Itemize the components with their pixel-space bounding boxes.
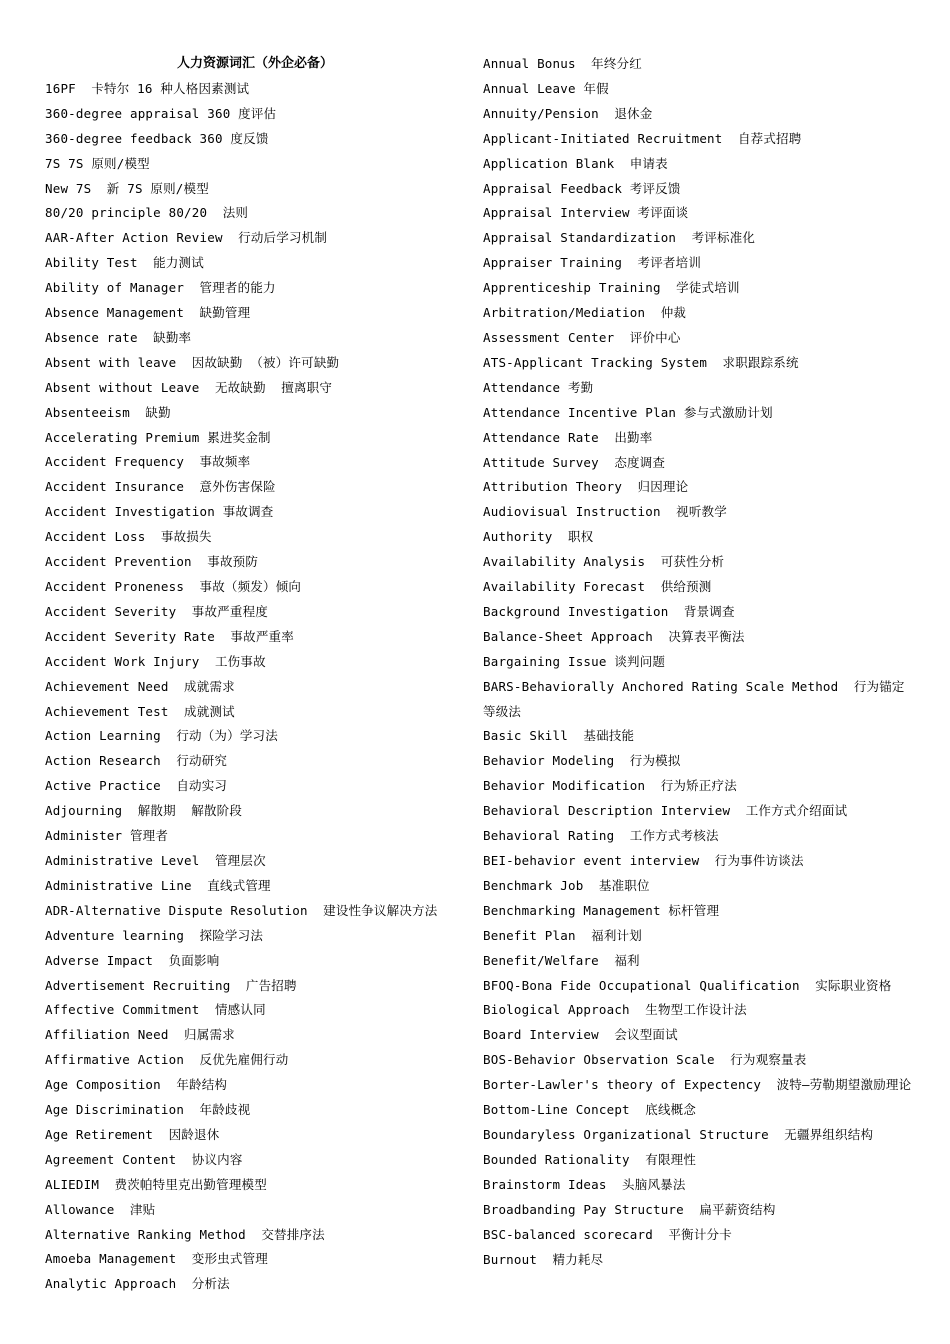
glossary-entry: Biological Approach 生物型工作设计法 <box>483 1002 747 1018</box>
glossary-entry: Alternative Ranking Method 交替排序法 <box>45 1226 325 1242</box>
glossary-entry: Accident Insurance 意外伤害保险 <box>45 479 276 495</box>
glossary-entry: Broadbanding Pay Structure 扁平薪资结构 <box>483 1201 776 1217</box>
glossary-entry: Arbitration/Mediation 仲裁 <box>483 305 687 321</box>
glossary-entry: BSC-balanced scorecard 平衡计分卡 <box>483 1226 732 1242</box>
glossary-entry: Accident Frequency 事故频率 <box>45 454 251 470</box>
glossary-entry: Audiovisual Instruction 视听教学 <box>483 504 727 520</box>
glossary-entry: Ability Test 能力测试 <box>45 255 204 271</box>
glossary-entry: Behavioral Description Interview 工作方式介绍面试 <box>483 803 848 819</box>
glossary-entry: Appraisal Standardization 考评标准化 <box>483 230 756 246</box>
glossary-entry: Action Learning 行动（为）学习法 <box>45 728 278 744</box>
glossary-entry: Behavior Modeling 行为模拟 <box>483 753 681 769</box>
glossary-entry: Administer 管理者 <box>45 828 169 844</box>
glossary-entry: Agreement Content 协议内容 <box>45 1151 243 1167</box>
glossary-entry: Adventure learning 探险学习法 <box>45 927 264 943</box>
glossary-entry: Absence Management 缺勤管理 <box>45 305 251 321</box>
glossary-entry: Board Interview 会议型面试 <box>483 1027 678 1043</box>
glossary-entry: Accident Prevention 事故预防 <box>45 554 259 570</box>
glossary-entry: Behavior Modification 行为矫正疗法 <box>483 778 737 794</box>
glossary-entry: Annual Bonus 年终分红 <box>483 56 642 71</box>
glossary-entry: Bottom-Line Concept 底线概念 <box>483 1102 697 1118</box>
glossary-entry: 360-degree feedback 360 度反馈 <box>45 130 269 146</box>
glossary-entry: Burnout 精力耗尽 <box>483 1251 604 1267</box>
glossary-entry: Accident Proneness 事故（频发）倾向 <box>45 579 302 595</box>
glossary-entry: 360-degree appraisal 360 度评估 <box>45 105 277 121</box>
glossary-entry: Achievement Test 成就测试 <box>45 703 235 719</box>
glossary-entry: Absent without Leave 无故缺勤 擅离职守 <box>45 379 333 395</box>
glossary-entry: Accident Severity 事故严重程度 <box>45 603 268 619</box>
glossary-entry: ATS-Applicant Tracking System 求职跟踪系统 <box>483 354 799 370</box>
glossary-entry: Background Investigation 背景调查 <box>483 603 735 619</box>
glossary-entry: Benefit Plan 福利计划 <box>483 927 642 943</box>
glossary-entry: Advertisement Recruiting 广告招聘 <box>45 977 297 993</box>
glossary-entry: Allowance 津贴 <box>45 1201 156 1217</box>
glossary-entry: BARS-Behaviorally Anchored Rating Scale Method 行为锚定等级法 <box>483 678 905 719</box>
glossary-entry: Accident Investigation 事故调查 <box>45 504 274 520</box>
glossary-entry: 16PF 卡特尔 16 种人格因素测试 <box>45 80 250 96</box>
glossary-entry: Age Retirement 因龄退休 <box>45 1126 220 1142</box>
glossary-entry: Adjourning 解散期 解散阶段 <box>45 803 243 819</box>
glossary-entry: ADR-Alternative Dispute Resolution 建设性争议解决方法 <box>45 902 438 918</box>
glossary-entry: Availability Forecast 供给预测 <box>483 579 712 595</box>
glossary-entry: Authority 职权 <box>483 529 594 545</box>
glossary-entry: Annual Leave 年假 <box>483 80 609 96</box>
glossary-entry: Achievement Need 成就需求 <box>45 678 235 694</box>
glossary-entry: New 7S 新 7S 原则/模型 <box>45 180 209 196</box>
glossary-entry: Attribution Theory 归因理论 <box>483 479 689 495</box>
glossary-entry: Administrative Level 管理层次 <box>45 852 266 868</box>
glossary-entry: Basic Skill 基础技能 <box>483 728 635 744</box>
glossary-entry: Age Discrimination 年龄歧视 <box>45 1102 251 1118</box>
glossary-entry: BEI-behavior event interview 行为事件访谈法 <box>483 853 804 868</box>
glossary-entry: Applicant-Initiated Recruitment 自荐式招聘 <box>483 130 802 146</box>
glossary-entry: Analytic Approach 分析法 <box>45 1276 230 1292</box>
glossary-entry: Accident Loss 事故损失 <box>45 529 212 545</box>
glossary-entry: Accelerating Premium 累进奖金制 <box>45 429 271 445</box>
glossary-entry: Attitude Survey 态度调查 <box>483 454 666 470</box>
glossary-entry: 80/20 principle 80/20 法则 <box>45 205 249 221</box>
glossary-entry: Administrative Line 直线式管理 <box>45 877 271 893</box>
glossary-entry: Active Practice 自动实习 <box>45 778 228 794</box>
glossary-entry: Apprenticeship Training 学徒式培训 <box>483 280 740 296</box>
right-entry-list <box>483 52 913 1272</box>
glossary-entry: Appraiser Training 考评者培训 <box>483 255 702 271</box>
glossary-entry: ALIEDIM 费茨帕特里克出勤管理模型 <box>45 1176 267 1192</box>
glossary-entry: Attendance Incentive Plan 参与式激励计划 <box>483 404 773 420</box>
glossary-entry: AAR-After Action Review 行动后学习机制 <box>45 230 328 246</box>
left-entry-list <box>45 77 465 1297</box>
glossary-entry: 7S 7S 原则/模型 <box>45 155 150 171</box>
glossary-entry: Attendance 考勤 <box>483 379 594 395</box>
glossary-entry: Action Research 行动研究 <box>45 753 228 769</box>
glossary-entry: Affirmative Action 反优先雇佣行动 <box>45 1052 289 1068</box>
glossary-entry: Adverse Impact 负面影响 <box>45 952 220 968</box>
glossary-entry: Balance-Sheet Approach 决算表平衡法 <box>483 628 745 644</box>
glossary-entry: Borter-Lawler's theory of Expectency 波特—劳勒期望激励理论 <box>483 1077 912 1093</box>
glossary-entry: Appraisal Feedback 考评反馈 <box>483 180 681 196</box>
glossary-entry: Accident Severity Rate 事故严重率 <box>45 628 294 644</box>
glossary-entry: Appraisal Interview 考评面谈 <box>483 205 689 221</box>
glossary-entry: Absent with leave 因故缺勤 （被）许可缺勤 <box>45 354 340 370</box>
glossary-entry: Boundaryless Organizational Structure 无疆界组织结构 <box>483 1126 874 1142</box>
glossary-entry: Availability Analysis 可获性分析 <box>483 554 725 570</box>
glossary-entry: Age Composition 年龄结构 <box>45 1077 228 1093</box>
glossary-entry: Bargaining Issue 谈判问题 <box>483 653 666 669</box>
glossary-entry: Benchmarking Management 标杆管理 <box>483 902 720 918</box>
glossary-entry: Absence rate 缺勤率 <box>45 329 192 345</box>
glossary-entry: Accident Work Injury 工伤事故 <box>45 653 266 669</box>
glossary-entry: Ability of Manager 管理者的能力 <box>45 280 276 296</box>
glossary-entry: Absenteeism 缺勤 <box>45 404 171 420</box>
right-column <box>483 52 913 1272</box>
glossary-entry: Behavioral Rating 工作方式考核法 <box>483 828 719 844</box>
glossary-entry: Affective Commitment 情感认同 <box>45 1002 266 1018</box>
glossary-entry: Annuity/Pension 退休金 <box>483 105 653 121</box>
glossary-entry: Affiliation Need 归属需求 <box>45 1027 235 1043</box>
glossary-entry: Brainstorm Ideas 头脑风暴法 <box>483 1176 686 1192</box>
glossary-entry: BOS-Behavior Observation Scale 行为观察量表 <box>483 1052 807 1068</box>
glossary-entry: Amoeba Management 变形虫式管理 <box>45 1251 268 1267</box>
glossary-entry: Bounded Rationality 有限理性 <box>483 1151 697 1167</box>
document-title: 人力资源词汇（外企必备） <box>176 56 333 71</box>
glossary-entry: Benchmark Job 基准职位 <box>483 877 650 893</box>
glossary-entry: Application Blank 申请表 <box>483 155 668 171</box>
glossary-entry: Attendance Rate 出勤率 <box>483 429 653 445</box>
glossary-entry: BFOQ-Bona Fide Occupational Qualification 实际职业资格 <box>483 977 892 993</box>
left-column <box>45 52 465 1297</box>
glossary-entry: Benefit/Welfare 福利 <box>483 952 640 968</box>
glossary-entry: Assessment Center 评价中心 <box>483 329 681 345</box>
